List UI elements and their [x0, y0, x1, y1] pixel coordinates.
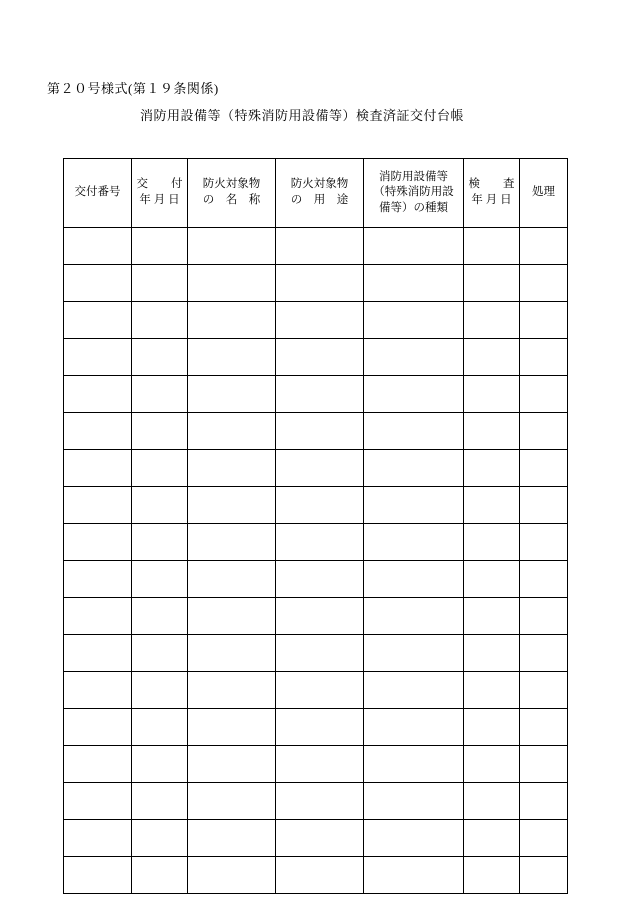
table-cell[interactable]	[464, 228, 520, 265]
table-cell[interactable]	[520, 746, 568, 783]
table-row	[64, 524, 568, 561]
table-cell[interactable]	[520, 857, 568, 894]
table-cell[interactable]	[276, 265, 364, 302]
table-cell[interactable]	[364, 672, 464, 709]
table-cell[interactable]	[64, 228, 132, 265]
table-cell[interactable]	[276, 376, 364, 413]
column-header-line: 年 月 日	[471, 194, 512, 206]
column-header-equipment-type	[364, 159, 464, 228]
table-cell[interactable]	[464, 302, 520, 339]
table-cell[interactable]	[188, 857, 276, 894]
table-cell[interactable]	[64, 524, 132, 561]
table-cell[interactable]	[188, 783, 276, 820]
table-cell[interactable]	[64, 302, 132, 339]
table-row	[64, 635, 568, 672]
table-cell[interactable]	[188, 635, 276, 672]
table-cell[interactable]	[520, 450, 568, 487]
table-cell[interactable]	[132, 672, 188, 709]
table-row	[64, 487, 568, 524]
table-cell[interactable]	[464, 413, 520, 450]
table-cell[interactable]	[364, 598, 464, 635]
table-cell[interactable]	[520, 339, 568, 376]
table-cell[interactable]	[188, 487, 276, 524]
table-cell[interactable]	[132, 561, 188, 598]
table-cell[interactable]	[364, 302, 464, 339]
column-header-line: 処理	[532, 186, 555, 199]
table-row	[64, 820, 568, 857]
table-cell[interactable]	[188, 413, 276, 450]
table-cell[interactable]	[276, 857, 364, 894]
table-row	[64, 413, 568, 450]
table-cell[interactable]	[276, 598, 364, 635]
column-header-processing	[520, 159, 568, 228]
column-header-line: の 用 途	[290, 194, 349, 206]
column-header-line: 検 査	[468, 178, 515, 191]
column-header-line: 備等）の種類	[379, 201, 448, 214]
table-cell[interactable]	[464, 746, 520, 783]
column-header-property-name	[188, 159, 276, 228]
table-header-row	[64, 159, 568, 228]
column-header-line: 防火対象物	[290, 178, 349, 191]
table-cell[interactable]	[276, 672, 364, 709]
table-cell[interactable]	[364, 635, 464, 672]
table-cell[interactable]	[64, 487, 132, 524]
column-header-inspection-date	[464, 159, 520, 228]
table-cell[interactable]	[364, 228, 464, 265]
table-row	[64, 376, 568, 413]
table-cell[interactable]	[276, 450, 364, 487]
table-cell[interactable]	[464, 598, 520, 635]
table-cell[interactable]	[276, 413, 364, 450]
table-cell[interactable]	[276, 339, 364, 376]
table-cell[interactable]	[364, 783, 464, 820]
table-cell[interactable]	[64, 783, 132, 820]
table-cell[interactable]	[64, 672, 132, 709]
table-cell[interactable]	[364, 487, 464, 524]
table-cell[interactable]	[276, 487, 364, 524]
table-cell[interactable]	[132, 376, 188, 413]
table-cell[interactable]	[520, 413, 568, 450]
table-cell[interactable]	[464, 709, 520, 746]
form-number-label: 第２０号様式(第１９条関係)	[47, 81, 219, 96]
table-cell[interactable]	[64, 746, 132, 783]
table-row	[64, 302, 568, 339]
table-cell[interactable]	[188, 598, 276, 635]
table-cell[interactable]	[364, 524, 464, 561]
table-cell[interactable]	[364, 413, 464, 450]
table-cell[interactable]	[276, 561, 364, 598]
column-header-issue-date	[132, 159, 188, 228]
table-cell[interactable]	[276, 635, 364, 672]
table-cell[interactable]	[520, 524, 568, 561]
table-cell[interactable]	[464, 635, 520, 672]
table-cell[interactable]	[276, 228, 364, 265]
table-cell[interactable]	[364, 265, 464, 302]
table-row	[64, 709, 568, 746]
table-cell[interactable]	[132, 820, 188, 857]
table-cell[interactable]	[188, 709, 276, 746]
table-cell[interactable]	[464, 339, 520, 376]
table-cell[interactable]	[132, 265, 188, 302]
table-cell[interactable]	[64, 450, 132, 487]
table-cell[interactable]	[188, 746, 276, 783]
table-row	[64, 598, 568, 635]
table-cell[interactable]	[188, 302, 276, 339]
column-header-line: 年 月 日	[139, 194, 180, 206]
column-header-line: 防火対象物	[202, 178, 261, 191]
table-cell[interactable]	[132, 450, 188, 487]
table-cell[interactable]	[520, 376, 568, 413]
table-cell[interactable]	[188, 265, 276, 302]
table-cell[interactable]	[132, 635, 188, 672]
table-row	[64, 746, 568, 783]
table-cell[interactable]	[132, 746, 188, 783]
table-cell[interactable]	[364, 561, 464, 598]
table-row	[64, 228, 568, 265]
table-cell[interactable]	[464, 820, 520, 857]
table-cell[interactable]	[188, 339, 276, 376]
table-cell[interactable]	[520, 228, 568, 265]
table-cell[interactable]	[364, 857, 464, 894]
table-cell[interactable]	[188, 524, 276, 561]
table-cell[interactable]	[64, 376, 132, 413]
table-cell[interactable]	[132, 783, 188, 820]
table-cell[interactable]	[520, 487, 568, 524]
table-cell[interactable]	[64, 857, 132, 894]
table-cell[interactable]	[520, 709, 568, 746]
table-row	[64, 265, 568, 302]
table-body	[64, 228, 568, 894]
table-cell[interactable]	[464, 672, 520, 709]
table-row	[64, 857, 568, 894]
table-cell[interactable]	[132, 339, 188, 376]
table-cell[interactable]	[64, 339, 132, 376]
table-cell[interactable]	[520, 820, 568, 857]
table-cell[interactable]	[520, 672, 568, 709]
table-cell[interactable]	[364, 709, 464, 746]
table-cell[interactable]	[64, 265, 132, 302]
table-cell[interactable]	[132, 598, 188, 635]
table-cell[interactable]	[464, 487, 520, 524]
table-cell[interactable]	[132, 524, 188, 561]
column-header-line: 交付番号	[74, 186, 121, 199]
table-cell[interactable]	[188, 820, 276, 857]
table-cell[interactable]	[520, 598, 568, 635]
column-header-issue-number	[64, 159, 132, 228]
table-cell[interactable]	[132, 487, 188, 524]
column-header-property-use	[276, 159, 364, 228]
table-row	[64, 783, 568, 820]
table-cell[interactable]	[132, 413, 188, 450]
table-cell[interactable]	[520, 561, 568, 598]
page-title: 消防用設備等（特殊消防用設備等）検査済証交付台帳	[140, 108, 465, 123]
table-cell[interactable]	[276, 783, 364, 820]
table-cell[interactable]	[188, 450, 276, 487]
table-cell[interactable]	[520, 635, 568, 672]
table-cell[interactable]	[188, 228, 276, 265]
table-cell[interactable]	[364, 746, 464, 783]
table-cell[interactable]	[364, 376, 464, 413]
table-cell[interactable]	[188, 672, 276, 709]
table-row	[64, 339, 568, 376]
table-cell[interactable]	[364, 450, 464, 487]
table-row	[64, 561, 568, 598]
table-cell[interactable]	[64, 820, 132, 857]
table-cell[interactable]	[520, 265, 568, 302]
table-cell[interactable]	[464, 857, 520, 894]
table-cell[interactable]	[464, 376, 520, 413]
table-cell[interactable]	[520, 783, 568, 820]
table-cell[interactable]	[276, 302, 364, 339]
column-header-line: （特殊消防用設	[373, 186, 454, 199]
table-cell[interactable]	[64, 635, 132, 672]
table-cell[interactable]	[188, 376, 276, 413]
table-cell[interactable]	[464, 783, 520, 820]
table-row	[64, 672, 568, 709]
table-cell[interactable]	[188, 561, 276, 598]
table-row	[64, 450, 568, 487]
table-cell[interactable]	[64, 709, 132, 746]
table-cell[interactable]	[464, 561, 520, 598]
table-cell[interactable]	[276, 820, 364, 857]
column-header-line: の 名 称	[202, 194, 261, 206]
table-cell[interactable]	[64, 413, 132, 450]
table-cell[interactable]	[364, 339, 464, 376]
table-cell[interactable]	[364, 820, 464, 857]
ledger-table	[63, 158, 568, 894]
table-cell[interactable]	[132, 228, 188, 265]
table-cell[interactable]	[276, 524, 364, 561]
table-cell[interactable]	[464, 524, 520, 561]
table-cell[interactable]	[276, 746, 364, 783]
table-cell[interactable]	[464, 450, 520, 487]
table-cell[interactable]	[520, 302, 568, 339]
column-header-line: 交 付	[136, 178, 183, 191]
column-header-line: 消防用設備等	[379, 170, 448, 183]
table-cell[interactable]	[64, 598, 132, 635]
table-cell[interactable]	[276, 709, 364, 746]
table-cell[interactable]	[64, 561, 132, 598]
table-cell[interactable]	[132, 857, 188, 894]
table-cell[interactable]	[132, 709, 188, 746]
table-cell[interactable]	[132, 302, 188, 339]
table-cell[interactable]	[464, 265, 520, 302]
